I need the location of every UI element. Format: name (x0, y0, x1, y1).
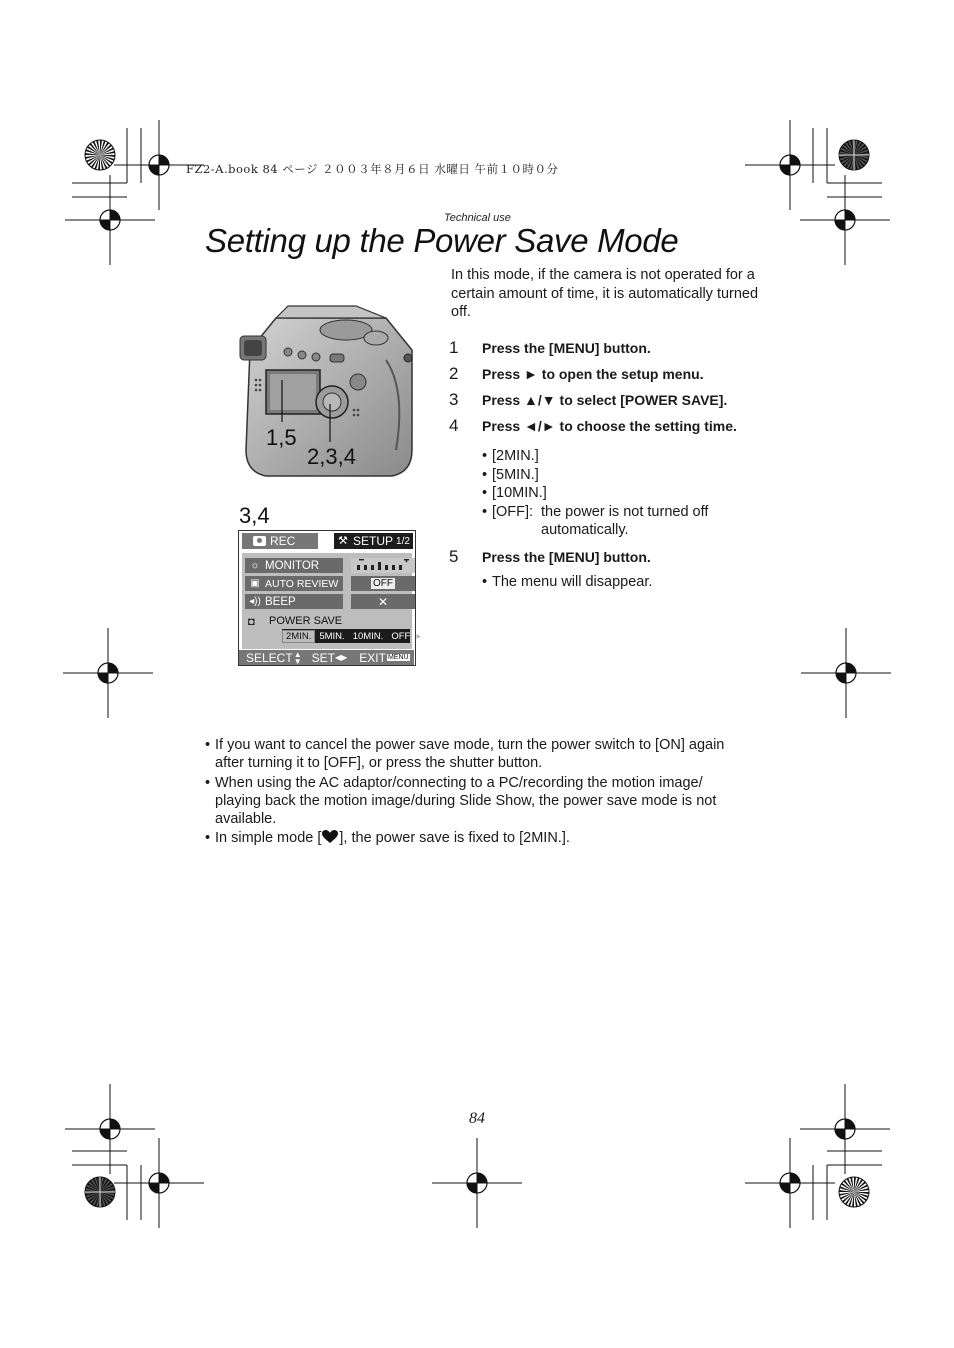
list-item: • [2MIN.] (482, 447, 779, 466)
heart-icon (322, 830, 338, 844)
step-5-note (449, 573, 779, 592)
arrow-right-icon: ▸ (416, 630, 422, 642)
tab-page-indicator: 1/2 (396, 535, 410, 547)
menu-row-auto-review (245, 576, 343, 591)
intro-text: In this mode, if the camera is not operated for a certain amount of time, it is automatically turned off. (451, 267, 759, 320)
list-item (482, 503, 779, 540)
tab-rec (242, 533, 318, 549)
callout-dial: 1,5 (266, 425, 297, 450)
step-4: 4 Press ◄/► to choose the setting time. (449, 416, 737, 435)
off-option-label: • [OFF]: (492, 503, 534, 520)
wrench-icon: ⚒ (338, 535, 348, 547)
tab-setup (334, 533, 413, 549)
list-item: • The menu will disappear. (482, 573, 779, 592)
footer-set: SET (311, 650, 335, 665)
notes-list (205, 736, 750, 849)
off-option-text: the power is not turned off automatically. (541, 503, 709, 538)
menu-row-label: MONITOR (265, 559, 320, 572)
file-info-header: FZ2-A.book 84 ページ ２００３年８月６日 水曜日 午前１０時０分 (186, 162, 559, 176)
callout-buttons: 2,3,4 (307, 444, 356, 469)
list-item: • [10MIN.] (482, 484, 779, 503)
callout-lcd: 3,4 (239, 503, 270, 528)
step-3: 3 Press ▲/▼ to select [POWER SAVE]. (449, 390, 728, 409)
camera-icon (253, 536, 266, 546)
time-option-list (449, 447, 779, 540)
speaker-icon: ◂)) (249, 596, 261, 607)
page-title: Setting up the Power Save Mode (205, 222, 679, 259)
list-item: • [5MIN.] (482, 466, 779, 485)
monitor-level-scale (351, 558, 415, 573)
menu-row-beep (245, 594, 343, 609)
menu-row-label: BEEP (265, 595, 296, 608)
section-label: Technical use (444, 212, 511, 224)
power-save-option-10min: 10MIN. (352, 630, 384, 642)
beep-off-icon: ✕ (377, 594, 389, 609)
auto-review-value (351, 576, 415, 591)
review-icon: ▣ (250, 578, 260, 589)
page-number: 84 (469, 1110, 485, 1127)
power-save-option-off: OFF (391, 630, 411, 642)
list-item: • When using the AC adaptor/connecting to a PC/recording the motion image/ playing back the motion image/during Slide Show, the power save mode is not available. (205, 774, 750, 829)
list-item (205, 829, 750, 847)
footer-exit: EXIT (359, 650, 386, 665)
menu-row-monitor (245, 558, 343, 573)
power-save-options (282, 629, 422, 643)
note-text-after: ], the power save is fixed to [2MIN.]. (339, 830, 570, 847)
setup-menu-screen (238, 530, 422, 666)
footer-select: SELECT (246, 650, 293, 665)
menu-row-label: AUTO REVIEW (265, 577, 339, 590)
power-save-option-5min: 5MIN. (319, 630, 345, 642)
list-item: • If you want to cancel the power save mode, turn the power switch to [ON] again after turning it to [OFF], or press the shutter button. (205, 736, 750, 773)
note-text-before: In simple mode [ (215, 830, 322, 847)
beep-value (351, 594, 415, 609)
menu-button-tag: MENU (387, 654, 409, 661)
brightness-icon: ☼ (250, 560, 260, 571)
step-2: 2 Press ► to open the setup menu. (449, 364, 704, 383)
power-save-label: POWER SAVE (269, 615, 343, 627)
power-save-icon: ◘ (248, 616, 255, 628)
tab-setup-label: SETUP (353, 534, 394, 548)
step-list (449, 338, 779, 591)
step-1: 1 Press the [MENU] button. (449, 338, 651, 357)
auto-review-value-text: OFF (373, 578, 393, 589)
tab-rec-label: REC (270, 534, 296, 548)
power-save-option-2min: 2MIN. (282, 630, 315, 643)
left-right-icon: ◀▶ (334, 653, 348, 662)
step-5: 5 Press the [MENU] button. (449, 546, 651, 566)
menu-footer (239, 650, 414, 665)
up-down-icon: ▲ ▼ (293, 649, 302, 666)
